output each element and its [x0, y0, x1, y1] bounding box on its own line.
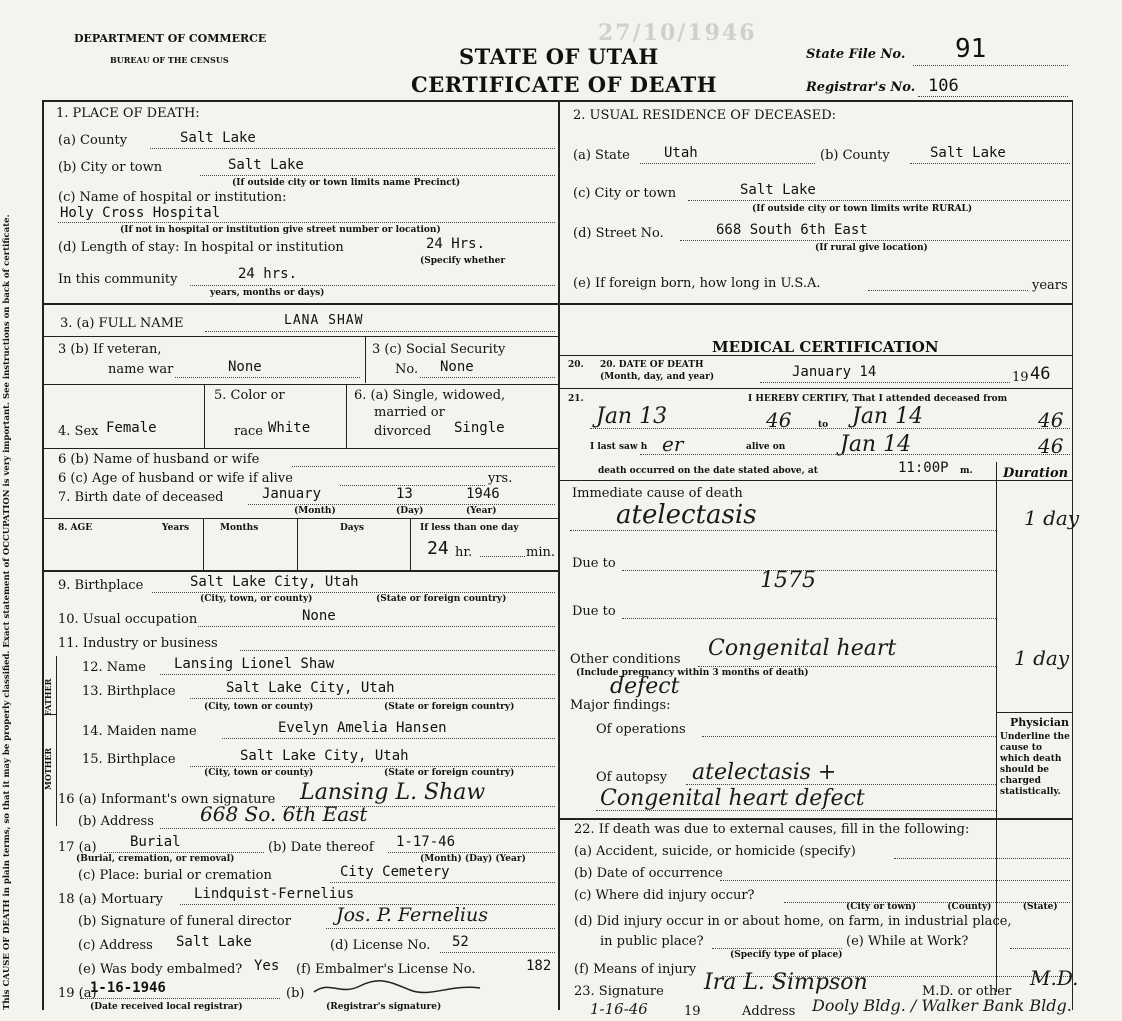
duration-2: 1 day	[1014, 646, 1070, 670]
hospital-note: (If not in hospital or institution give street number or location)	[120, 225, 441, 235]
dod-sub-label: (Month, day, and year)	[600, 372, 715, 382]
mother-bp-label: 15. Birthplace	[82, 752, 176, 767]
mortuary-address-value: Salt Lake	[176, 934, 252, 950]
informant-address-value: 668 So. 6th East	[200, 802, 368, 826]
faint-stamp: 27/10/1946	[598, 20, 757, 46]
due-to-1-value: 1575	[760, 568, 816, 593]
age-hours-value: 24	[427, 538, 449, 559]
due-to-1-label: Due to	[572, 556, 616, 571]
stay-value: 24 Hrs.	[426, 236, 486, 252]
ss-label: 3 (c) Social Security	[372, 342, 506, 357]
alive-on-label: alive on	[746, 442, 786, 452]
signature-date: 1-16-46	[590, 1000, 648, 1018]
mother-bp-note-1: (City, town or county)	[204, 768, 314, 778]
md-label: M.D. or other	[922, 984, 1012, 999]
father-bp-value: Salt Lake City, Utah	[226, 680, 395, 696]
informant-signature: Lansing L. Shaw	[300, 780, 486, 805]
hospital-value: Holy Cross Hospital	[60, 205, 221, 221]
res-city-label: (c) City or town	[573, 186, 677, 201]
operations-label: Of operations	[596, 722, 686, 737]
burial-label: 17 (a)	[58, 840, 97, 855]
immediate-cause-label: Immediate cause of death	[572, 486, 743, 501]
res-years-label: years	[1032, 278, 1068, 293]
res-city-note: (If outside city or town limits write RURAL)	[752, 204, 973, 214]
medical-head: MEDICAL CERTIFICATION	[712, 338, 939, 356]
res-city-value: Salt Lake	[740, 182, 816, 198]
full-name-value: LANA SHAW	[284, 313, 364, 328]
age-months-col: Months	[220, 523, 259, 533]
sex-label: 4. Sex	[58, 424, 99, 439]
city-value: Salt Lake	[228, 157, 304, 173]
other-conditions-value: Congenital heart	[708, 636, 897, 661]
birth-year-note: (Year)	[466, 506, 497, 516]
autopsy-value-2: Congenital heart defect	[600, 786, 865, 811]
race-label: race	[234, 424, 263, 439]
license-label: (d) License No.	[330, 938, 431, 953]
attended-from: Jan 13	[596, 404, 668, 429]
license-value: 52	[452, 934, 469, 950]
informant-address-label: (b) Address	[78, 814, 154, 829]
res-street-value: 668 South 6th East	[716, 222, 868, 238]
external-e: (e) While at Work?	[846, 934, 969, 949]
veteran-value: None	[228, 359, 262, 375]
state-file-no: 91	[955, 34, 987, 64]
marital-label: 6. (a) Single, widowed,	[354, 388, 506, 403]
duration-head: Duration	[1003, 466, 1069, 481]
last-seen-value: er	[662, 432, 684, 456]
birthplace-label: 9. Birthplace	[58, 578, 144, 593]
veteran-label: 3 (b) If veteran,	[58, 342, 162, 357]
birth-day: 13	[396, 486, 413, 502]
dod-nineteen: 19	[1012, 370, 1029, 385]
embalmed-value: Yes	[254, 958, 280, 974]
marital-label-3: divorced	[374, 424, 432, 439]
autopsy-value: atelectasis +	[692, 760, 837, 785]
attended-to-date: Jan 14	[852, 404, 924, 429]
res-county-value: Salt Lake	[930, 145, 1006, 161]
race-value: White	[268, 420, 311, 436]
due-to-2-label: Due to	[572, 604, 616, 619]
res-street-label: (d) Street No.	[573, 226, 664, 241]
county-label: (a) County	[58, 133, 128, 148]
registrar-sig-label: (b)	[286, 986, 305, 1001]
burial-date-note: (Month) (Day) (Year)	[420, 854, 526, 864]
res-foreign-label: (e) If foreign born, how long in U.S.A.	[573, 276, 821, 291]
external-a: (a) Accident, suicide, or homicide (specify)	[574, 844, 856, 859]
physician-head: Physician	[1010, 716, 1070, 729]
county-value: Salt Lake	[180, 130, 256, 146]
birth-day-note: (Day)	[396, 506, 424, 516]
father-name-value: Lansing Lionel Shaw	[174, 656, 335, 672]
res-state-label: (a) State	[573, 148, 630, 163]
age-less-than-day: If less than one day	[420, 523, 519, 533]
mortuary-address-label: (c) Address	[78, 938, 153, 953]
res-county-label: (b) County	[820, 148, 890, 163]
ss-no-label: No.	[395, 362, 419, 377]
other-conditions-note: (Include pregnancy within 3 months of death)	[576, 668, 809, 678]
marital-label-2: married or	[374, 405, 445, 420]
external-c: (c) Where did injury occur?	[574, 888, 755, 903]
husband-age-label: 6 (c) Age of husband or wife if alive	[58, 471, 293, 486]
alive-on-date: Jan 14	[840, 432, 912, 457]
external-d-2: in public place?	[600, 934, 704, 949]
immediate-cause-value: atelectasis	[616, 500, 757, 530]
birthplace-value: Salt Lake City, Utah	[190, 574, 359, 590]
veteran-war-label: name war	[108, 362, 174, 377]
sex-value: Female	[106, 420, 157, 436]
external-head: 22. If death was due to external causes, fill in the following:	[574, 822, 970, 837]
dept-label: DEPARTMENT OF COMMERCE	[74, 32, 267, 45]
registrar-label: Registrar's No.	[806, 80, 916, 95]
burial-note: (Burial, cremation, or removal)	[76, 854, 235, 864]
physician-address-value: Dooly Bldg. / Walker Bank Bldg.	[812, 996, 1072, 1015]
res-street-note: (If rural give location)	[815, 243, 928, 253]
form-subtitle: CERTIFICATE OF DEATH	[411, 72, 718, 97]
birth-date-label: 7. Birth date of deceased	[58, 490, 224, 505]
margin-instructions: This CAUSE OF DEATH in plain terms, so that it may be properly classified. Exact statement of OCCUPATION is very important. See instructions on back of certificate.	[2, 214, 12, 1010]
burial-place-label: (c) Place: burial or cremation	[78, 868, 272, 883]
age-days-col: Days	[340, 523, 364, 533]
external-d: (d) Did injury occur in or about home, on farm, in industrial place,	[574, 914, 1012, 929]
received-note: (Date received local registrar)	[90, 1002, 243, 1012]
signature-nineteen: 19	[684, 1004, 701, 1019]
birth-month: January	[262, 486, 322, 502]
color-label: 5. Color or	[214, 388, 285, 403]
embalmer-license-label: (f) Embalmer's License No.	[296, 962, 476, 977]
husband-label: 6 (b) Name of husband or wife	[58, 452, 260, 467]
mortuary-value: Lindquist-Fernelius	[194, 886, 355, 902]
md-value: M.D.	[1030, 966, 1079, 990]
state-file-label: State File No.	[806, 47, 906, 62]
death-time-m: m.	[960, 466, 973, 476]
death-occurred-label: death occurred on the date stated above, at	[598, 466, 818, 476]
hospital-label: (c) Name of hospital or institution:	[58, 190, 287, 205]
mother-bp-note-2: (State or foreign country)	[384, 768, 515, 778]
dod-month: January 14	[792, 364, 877, 380]
father-bp-label: 13. Birthplace	[82, 684, 176, 699]
mother-bp-value: Salt Lake City, Utah	[240, 748, 409, 764]
death-time-value: 11:00P	[898, 460, 949, 476]
city-note: (If outside city or town limits name Precinct)	[232, 178, 461, 188]
certify-text: I HEREBY CERTIFY, That I attended deceased from	[748, 394, 1008, 404]
age-min-label: min.	[526, 545, 555, 560]
full-name-label: 3. (a) FULL NAME	[60, 316, 184, 331]
registrar-signature	[310, 978, 500, 996]
mother-maiden-value: Evelyn Amelia Hansen	[278, 720, 447, 736]
community-note: years, months or days)	[210, 288, 325, 298]
external-f: (f) Means of injury	[574, 962, 697, 977]
physician-address-label: Address	[742, 1004, 796, 1019]
physician-signature: Ira L. Simpson	[704, 970, 868, 995]
res-state-value: Utah	[664, 145, 698, 161]
attended-from-year: 46	[766, 408, 792, 432]
father-bp-note-1: (City, town or county)	[204, 702, 314, 712]
stay-label: (d) Length of stay: In hospital or institution	[58, 240, 344, 255]
received-value: 1-16-1946	[90, 980, 166, 996]
other-conditions-value-2: defect	[610, 674, 680, 699]
last-seen-label: I last saw h	[590, 442, 648, 452]
registrar-sig-note: (Registrar's signature)	[326, 1002, 442, 1012]
birth-year: 1946	[466, 486, 500, 502]
embalmer-license-value: 182	[526, 958, 552, 974]
physician-note: Underline the cause to which death should be charged statistically.	[1000, 732, 1070, 797]
occupation-label: 10. Usual occupation	[58, 612, 198, 627]
burial-date-value: 1-17-46	[396, 834, 456, 850]
external-d-note: (Specify type of place)	[730, 950, 843, 960]
birthplace-note-2: (State or foreign country)	[376, 594, 507, 604]
industry-label: 11. Industry or business	[58, 636, 218, 651]
burial-date-label: (b) Date thereof	[268, 840, 374, 855]
age-label: 8. AGE	[58, 523, 93, 533]
city-label: (b) City or town	[58, 160, 163, 175]
autopsy-label: Of autopsy	[596, 770, 668, 785]
age-hr-label: hr.	[455, 545, 473, 560]
received-label: 19 (a)	[58, 986, 97, 1001]
burial-value: Burial	[130, 834, 181, 850]
funeral-director-label: (b) Signature of funeral director	[78, 914, 291, 929]
major-findings-label: Major findings:	[570, 698, 671, 713]
form-title: STATE OF UTAH	[459, 44, 659, 69]
mother-tag: MOTHER	[43, 747, 53, 790]
mortuary-label: 18 (a) Mortuary	[58, 892, 163, 907]
attended-to: to	[818, 420, 829, 430]
birthplace-note-1: (City, town, or county)	[200, 594, 313, 604]
residence-head: 2. USUAL RESIDENCE OF DECEASED:	[573, 108, 837, 123]
birth-month-note: (Month)	[294, 506, 336, 516]
community-value: 24 hrs.	[238, 266, 298, 282]
stay-note: (Specify whether	[420, 256, 506, 266]
occupation-value: None	[302, 608, 336, 624]
attended-to-year: 46	[1038, 408, 1064, 432]
mother-maiden-label: 14. Maiden name	[82, 724, 197, 739]
funeral-director-signature: Jos. P. Fernelius	[336, 904, 488, 926]
father-tag: FATHER	[43, 678, 53, 716]
dod-num: 20.	[568, 360, 584, 370]
external-c-note: (City or town) (County) (State)	[846, 902, 1058, 912]
father-name-label: 12. Name	[82, 660, 146, 675]
duration-1: 1 day	[1024, 506, 1080, 530]
dod-year: 46	[1030, 364, 1051, 384]
dod-label: 20. DATE OF DEATH	[600, 360, 704, 370]
place-head: 1. PLACE OF DEATH:	[56, 106, 200, 121]
husband-age-yrs: yrs.	[488, 471, 513, 486]
bureau-label: BUREAU OF THE CENSUS	[110, 55, 229, 65]
signature-label: 23. Signature	[574, 984, 664, 999]
father-bp-note-2: (State or foreign country)	[384, 702, 515, 712]
age-years-col: Years	[162, 523, 190, 533]
embalmed-label: (e) Was body embalmed?	[78, 962, 243, 977]
alive-on-year: 46	[1038, 434, 1064, 458]
registrar-no: 106	[928, 76, 959, 96]
ss-value: None	[440, 359, 474, 375]
community-label: In this community	[58, 272, 178, 287]
burial-place-value: City Cemetery	[340, 864, 450, 880]
other-conditions-label: Other conditions	[570, 652, 681, 667]
informant-label: 16 (a) Informant's own signature	[58, 792, 276, 807]
cert-num: 21.	[568, 394, 584, 404]
external-b: (b) Date of occurrence	[574, 866, 723, 881]
marital-value: Single	[454, 420, 505, 436]
